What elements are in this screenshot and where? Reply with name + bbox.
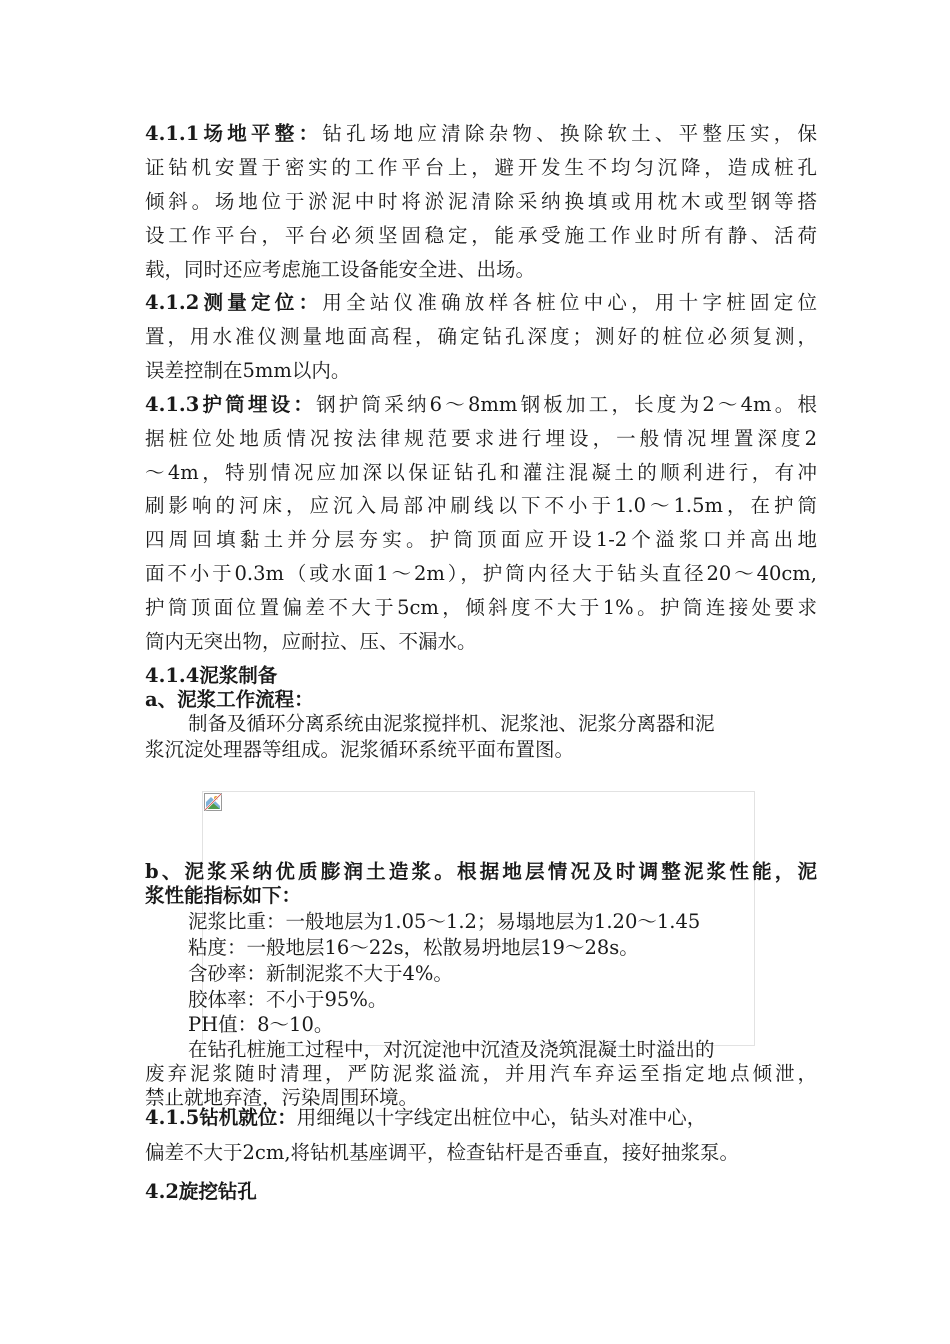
paragraph-line: 设工作平台，平台必须坚固稳定，能承受施工作业时所有静、活荷 (145, 224, 817, 247)
paragraph-line: 制备及循环分离系统由泥浆搅拌机、泥浆池、泥浆分离器和泥 (188, 712, 715, 735)
subheading-a: a、泥浆工作流程： (145, 688, 314, 711)
paragraph-line: 据桩位处地质情况按法律规范要求进行埋设，一般情况埋置深度2 (145, 427, 817, 450)
paragraph-line: 刷影响的河床，应沉入局部冲刷线以下不小于1.0～1.5m，在护筒 (145, 494, 817, 517)
paragraph-line: 4.1.1场地平整：钻孔场地应清除杂物、换除软土、平整压实，保 (145, 122, 817, 145)
paragraph-line: 面不小于0.3m（或水面1～2m），护筒内径大于钻头直径20～40cm, (145, 562, 817, 585)
paragraph-line: 载，同时还应考虑施工设备能安全进、出场。 (145, 258, 536, 281)
subheading-b: b、泥浆采纳优质膨润土造浆。根据地层情况及时调整泥浆性能，泥 (145, 860, 817, 883)
paragraph-line: ～4m，特别情况应加深以保证钻孔和灌注混凝土的顺利进行，有冲 (145, 461, 817, 484)
paragraph-line: 在钻孔桩施工过程中，对沉淀池中沉渣及浇筑混凝土时溢出的 (188, 1038, 715, 1061)
paragraph-line: 4.1.3护筒埋设：钢护筒采纳6～8mm钢板加工，长度为2～4m。根 (145, 393, 817, 416)
indicator-colloid-rate: 胶体率：不小于95%。 (188, 988, 388, 1011)
paragraph-line: 证钻机安置于密实的工作平台上，避开发生不均匀沉降，造成桩孔 (145, 156, 817, 179)
indicator-sand-content: 含砂率：新制泥浆不大于4%。 (188, 962, 453, 985)
paragraph-line: 护筒顶面位置偏差不大于5cm，倾斜度不大于1%。护筒连接处要求 (145, 596, 817, 619)
subheading-b-continued: 浆性能指标如下： (145, 884, 302, 907)
indicator-ph: PH值：8～10。 (188, 1013, 334, 1036)
section-heading-4-1-5: 4.1.5钻机就位： (145, 1106, 297, 1129)
indicator-density: 泥浆比重：一般地层为1.05～1.2；易塌地层为1.20～1.45 (188, 910, 701, 933)
paragraph-line: 筒内无突出物，应耐拉、压、不漏水。 (145, 630, 477, 653)
paragraph-line: 禁止就地弃渣，污染周围环境。 (145, 1086, 419, 1109)
paragraph-line: 偏差不大于2cm,将钻机基座调平，检查钻杆是否垂直，接好抽浆泵。 (145, 1141, 740, 1164)
paragraph-line: 误差控制在5mm以内。 (145, 359, 351, 382)
section-heading-4-1-1: 4.1.1场地平整： (145, 122, 323, 145)
paragraph-line: 倾斜。场地位于淤泥中时将淤泥清除采纳换填或用枕木或型钢等搭 (145, 190, 817, 213)
paragraph-line: 浆沉淀处理器等组成。泥浆循环系统平面布置图。 (145, 738, 575, 761)
section-heading-4-1-4: 4.1.4泥浆制备 (145, 664, 278, 687)
section-heading-4-2: 4.2旋挖钻孔 (145, 1180, 257, 1203)
paragraph-line: 废弃泥浆随时清理，严防泥浆溢流，并用汽车弃运至指定地点倾泄， (145, 1062, 817, 1085)
section-heading-4-1-3: 4.1.3护筒埋设： (145, 393, 317, 416)
paragraph-line: 4.1.5钻机就位：用细绳以十字线定出桩位中心，钻头对准中心， (145, 1106, 707, 1129)
paragraph-line: 4.1.2测量定位：用全站仪准确放样各桩位中心，用十字桩固定位 (145, 291, 817, 314)
paragraph-line: 四周回填黏土并分层夯实。护筒顶面应开设1-2个溢浆口并高出地 (145, 528, 817, 551)
indicator-viscosity: 粘度：一般地层16～22s，松散易坍地层19～28s。 (188, 936, 639, 959)
section-heading-4-1-2: 4.1.2测量定位： (145, 291, 323, 314)
paragraph-line: 置，用水准仪测量地面高程，确定钻孔深度；测好的桩位必须复测， (145, 325, 817, 348)
broken-image-icon (204, 793, 222, 811)
